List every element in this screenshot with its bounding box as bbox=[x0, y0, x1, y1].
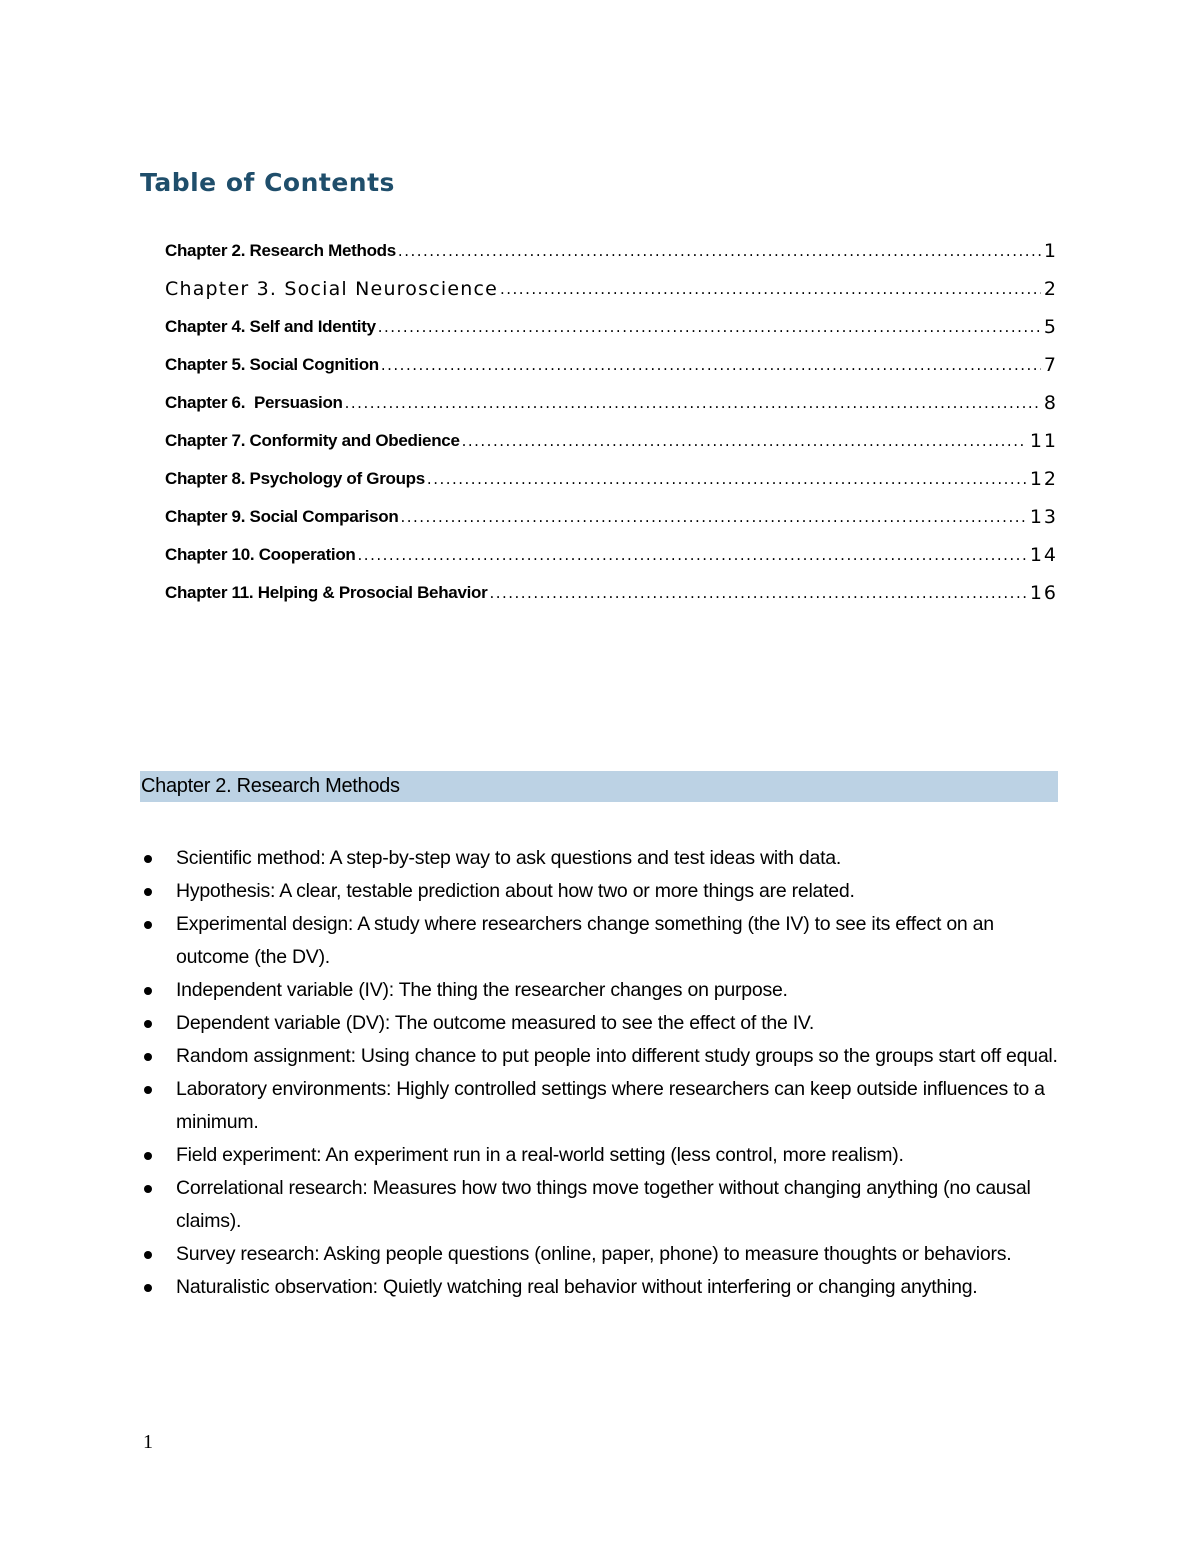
list-item-text: Field experiment: An experiment run in a real-world setting (less control, more realism). bbox=[176, 1144, 904, 1166]
list-item-text: Naturalistic observation: Quietly watching real behavior without interfering or changing anything. bbox=[176, 1276, 978, 1298]
list-item-text: Random assignment: Using chance to put people into different study groups so the groups start off equal. bbox=[176, 1045, 1058, 1067]
list-item-text: Dependent variable (DV): The outcome measured to see the effect of the IV. bbox=[176, 1012, 815, 1034]
bullet-icon bbox=[144, 921, 152, 929]
toc-entry-page: 16 bbox=[1029, 582, 1058, 604]
toc-dot-leader bbox=[462, 432, 1027, 450]
toc-title: Table of Contents bbox=[140, 168, 395, 197]
list-item-text: Experimental design: A study where researchers change something (the IV) to see its effect on an outcome (the DV). bbox=[176, 913, 994, 968]
toc-entry[interactable] bbox=[165, 346, 1058, 384]
toc-dot-leader bbox=[500, 280, 1041, 298]
list-item bbox=[140, 974, 1060, 1007]
list-item bbox=[140, 875, 1060, 908]
bullet-icon bbox=[144, 855, 152, 863]
toc-entry-page: 2 bbox=[1043, 278, 1058, 300]
list-item-text: Hypothesis: A clear, testable prediction about how two or more things are related. bbox=[176, 880, 855, 902]
list-item bbox=[140, 1073, 1060, 1139]
list-item-text: Independent variable (IV): The thing the researcher changes on purpose. bbox=[176, 979, 788, 1001]
toc-entry[interactable] bbox=[165, 574, 1058, 612]
toc-dot-leader bbox=[381, 356, 1041, 374]
list-item bbox=[140, 1238, 1060, 1271]
toc-entry-page: 14 bbox=[1029, 544, 1058, 566]
toc-entry-label: Chapter 4. Self and Identity bbox=[165, 317, 376, 336]
toc-entry-page: 13 bbox=[1029, 506, 1058, 528]
toc-entry-label: Chapter 10. Cooperation bbox=[165, 545, 356, 564]
bullet-icon bbox=[144, 1053, 152, 1061]
toc-entry[interactable] bbox=[165, 232, 1058, 270]
bullet-icon bbox=[144, 987, 152, 995]
list-item bbox=[140, 908, 1060, 974]
list-item bbox=[140, 1040, 1060, 1073]
toc-entry[interactable] bbox=[165, 422, 1058, 460]
toc-dot-leader bbox=[345, 394, 1041, 412]
toc-entry-page: 7 bbox=[1043, 354, 1058, 376]
toc-entry-page: 5 bbox=[1043, 316, 1058, 338]
toc-entry[interactable] bbox=[165, 384, 1058, 422]
toc-entry[interactable] bbox=[165, 270, 1058, 308]
toc-entry-page: 11 bbox=[1029, 430, 1058, 452]
list-item-text: Laboratory environments: Highly controlled settings where researchers can keep outside influences to a minimum. bbox=[176, 1078, 1045, 1133]
bullet-icon bbox=[144, 1185, 152, 1193]
toc-entry-label: Chapter 2. Research Methods bbox=[165, 241, 396, 260]
toc-dot-leader bbox=[398, 242, 1041, 260]
bullet-icon bbox=[144, 888, 152, 896]
list-item bbox=[140, 842, 1060, 875]
bullet-icon bbox=[144, 1086, 152, 1094]
toc-dot-leader bbox=[489, 584, 1026, 602]
toc-entry[interactable] bbox=[165, 536, 1058, 574]
bullet-list bbox=[140, 842, 1060, 1304]
toc-entry-label: Chapter 6. Persuasion bbox=[165, 393, 343, 412]
list-item bbox=[140, 1172, 1060, 1238]
list-item bbox=[140, 1139, 1060, 1172]
toc-dot-leader bbox=[358, 546, 1027, 564]
toc-dot-leader bbox=[378, 318, 1041, 336]
toc-entry-label: Chapter 7. Conformity and Obedience bbox=[165, 431, 460, 450]
toc-entry-page: 12 bbox=[1029, 468, 1058, 490]
list-item-text: Scientific method: A step-by-step way to ask questions and test ideas with data. bbox=[176, 847, 842, 869]
toc-entry-label: Chapter 8. Psychology of Groups bbox=[165, 469, 425, 488]
toc-dot-leader bbox=[427, 470, 1027, 488]
toc-list bbox=[165, 232, 1058, 612]
toc-entry-label: Chapter 9. Social Comparison bbox=[165, 507, 399, 526]
toc-entry[interactable] bbox=[165, 498, 1058, 536]
toc-entry-label: Chapter 11. Helping & Prosocial Behavior bbox=[165, 583, 488, 602]
bullet-icon bbox=[144, 1284, 152, 1292]
list-item-text: Correlational research: Measures how two things move together without changing anything (no causal claims). bbox=[176, 1177, 1031, 1232]
list-item-text: Survey research: Asking people questions (online, paper, phone) to measure thoughts or behaviors. bbox=[176, 1243, 1012, 1265]
toc-entry-page: 8 bbox=[1043, 392, 1058, 414]
list-item bbox=[140, 1271, 1060, 1304]
bullet-icon bbox=[144, 1020, 152, 1028]
list-item bbox=[140, 1007, 1060, 1040]
bullet-icon bbox=[144, 1251, 152, 1259]
toc-entry-page: 1 bbox=[1043, 240, 1058, 262]
section-heading: Chapter 2. Research Methods bbox=[140, 771, 1058, 802]
toc-entry-label: Chapter 5. Social Cognition bbox=[165, 355, 379, 374]
toc-entry[interactable] bbox=[165, 460, 1058, 498]
toc-entry[interactable] bbox=[165, 308, 1058, 346]
toc-dot-leader bbox=[400, 508, 1026, 526]
toc-entry-label: Chapter 3. Social Neuroscience bbox=[165, 278, 498, 300]
page-number: 1 bbox=[143, 1431, 153, 1453]
bullet-icon bbox=[144, 1152, 152, 1160]
